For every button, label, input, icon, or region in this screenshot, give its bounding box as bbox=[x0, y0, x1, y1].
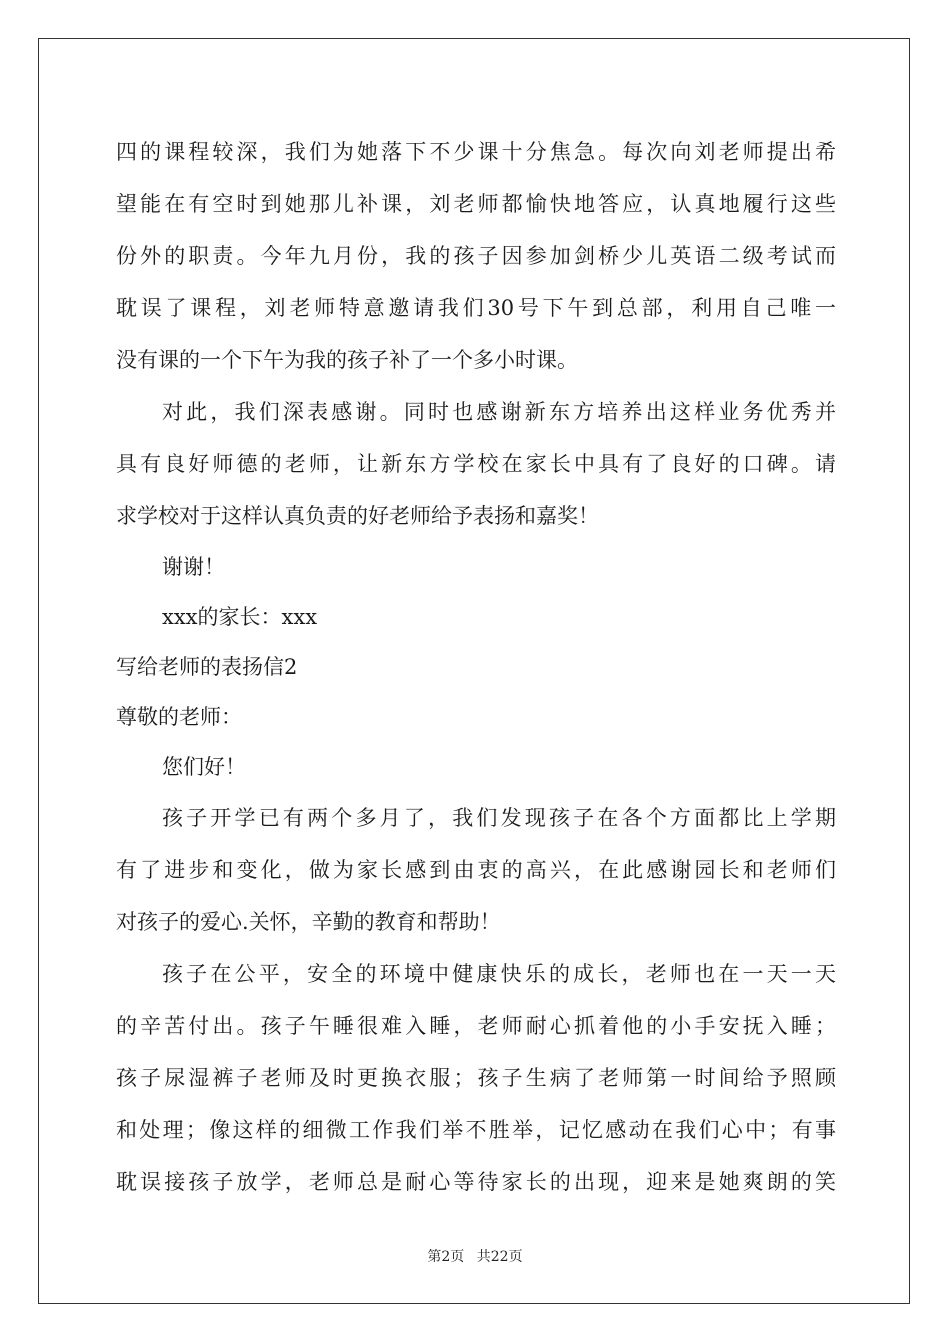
text-line: 四的课程较深，我们为她落下不少课十分焦急。每次向刘老师提出希 bbox=[116, 140, 836, 164]
text-line: 望能在有空时到她那儿补课，刘老师都愉快地答应，认真地履行这些 bbox=[116, 192, 836, 216]
text-line: 和处理；像这样的细微工作我们举不胜举，记忆感动在我们心中；有事 bbox=[116, 1118, 836, 1142]
text-line: 没有课的一个下午为我的孩子补了一个多小时课。 bbox=[116, 348, 578, 372]
page-number: 第2页 bbox=[427, 1249, 465, 1265]
text-line: 耽误了课程，刘老师特意邀请我们30号下午到总部，利用自己唯一 bbox=[116, 296, 836, 320]
paragraph-start-line: 对此，我们深表感谢。同时也感谢新东方培养出这样业务优秀并 bbox=[162, 400, 836, 424]
page-footer bbox=[0, 1246, 950, 1266]
text-line: 份外的职责。今年九月份，我的孩子因参加剑桥少儿英语二级考试而 bbox=[116, 244, 836, 268]
thanks-line: 谢谢！ bbox=[162, 555, 225, 579]
text-line: 具有良好师德的老师，让新东方学校在家长中具有了良好的口碑。请 bbox=[116, 452, 836, 476]
page-total: 共22页 bbox=[476, 1249, 523, 1265]
paragraph-start-line: 孩子开学已有两个多月了，我们发现孩子在各个方面都比上学期 bbox=[162, 806, 836, 830]
text-line: 耽误接孩子放学，老师总是耐心等待家长的出现，迎来是她爽朗的笑 bbox=[116, 1170, 836, 1194]
section-title: 写给老师的表扬信2 bbox=[116, 655, 298, 679]
greeting-line: 您们好！ bbox=[162, 755, 246, 779]
text-line: 求学校对于这样认真负责的好老师给予表扬和嘉奖！ bbox=[116, 504, 599, 528]
signature-line: xxx的家长：xxx bbox=[162, 605, 318, 629]
text-line: 对孩子的爱心.关怀，辛勤的教育和帮助！ bbox=[116, 910, 501, 934]
text-line: 孩子尿湿裤子老师及时更换衣服；孩子生病了老师第一时间给予照顾 bbox=[116, 1066, 836, 1090]
text-line: 的辛苦付出。孩子午睡很难入睡，老师耐心抓着他的小手安抚入睡； bbox=[116, 1014, 836, 1038]
text-line: 有了进步和变化，做为家长感到由衷的高兴，在此感谢园长和老师们 bbox=[116, 858, 836, 882]
salutation-line: 尊敬的老师： bbox=[116, 705, 242, 729]
paragraph-start-line: 孩子在公平，安全的环境中健康快乐的成长，老师也在一天一天 bbox=[162, 962, 836, 986]
document-body bbox=[116, 126, 836, 1208]
